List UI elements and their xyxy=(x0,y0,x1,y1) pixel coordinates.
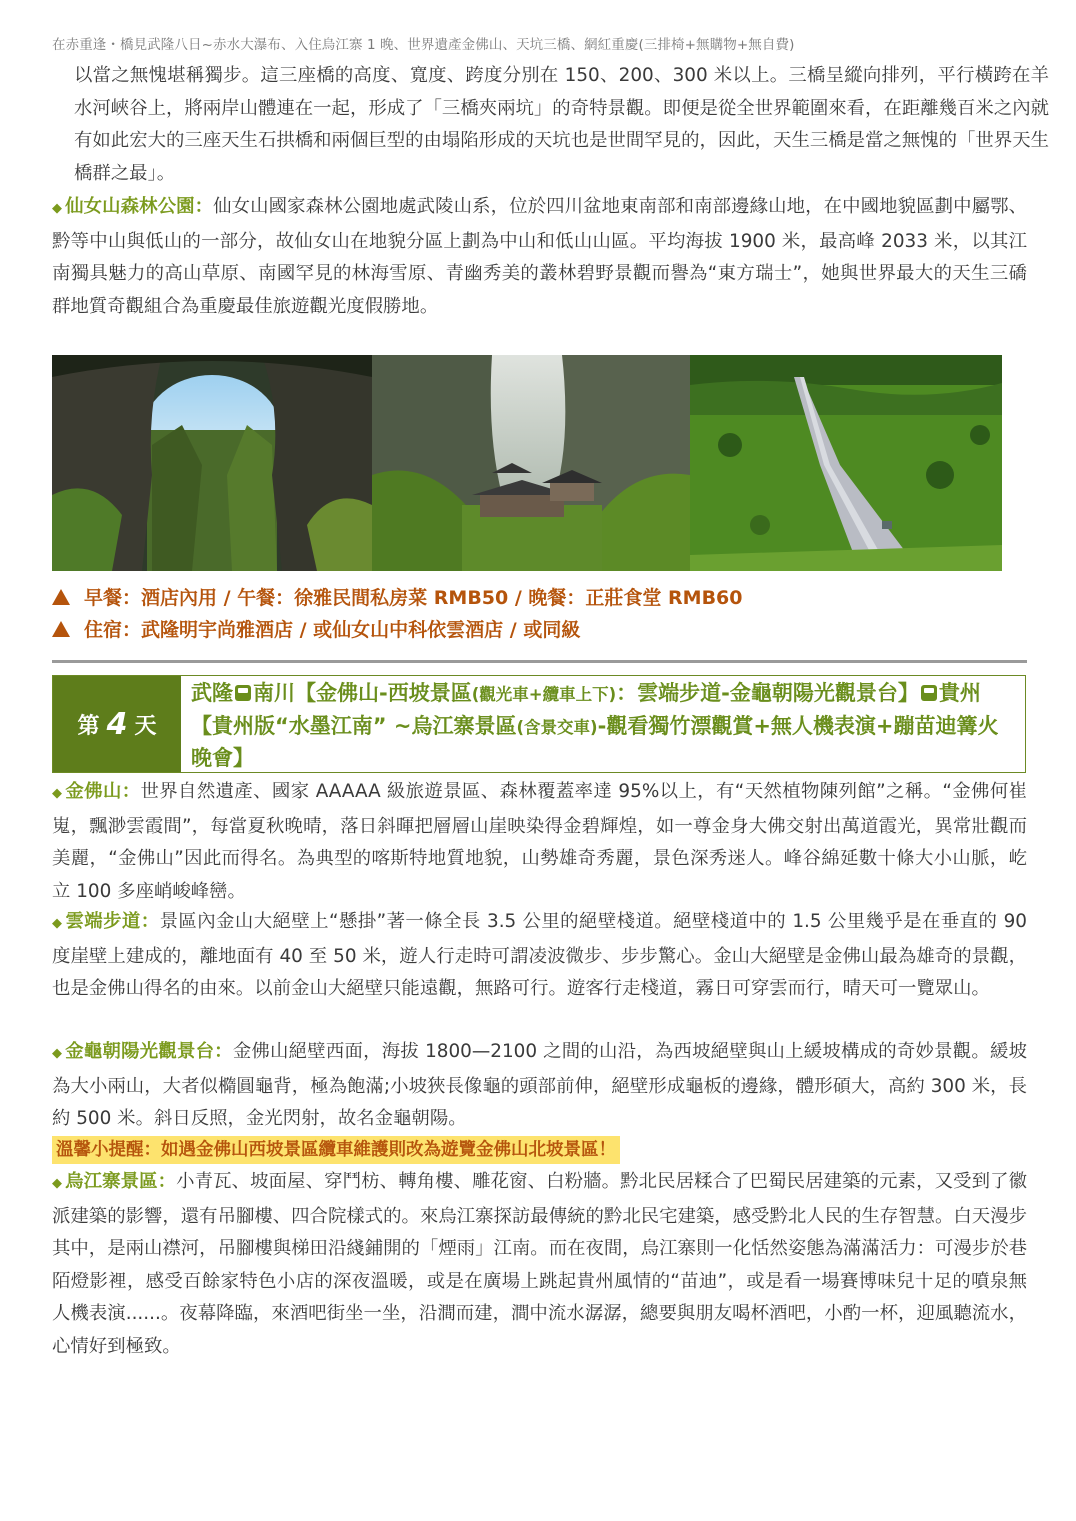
day-number-badge xyxy=(53,676,181,772)
bullet-icon: ◆ xyxy=(52,1176,63,1191)
wujiangzhai-label: 烏江寨景區： xyxy=(65,1171,177,1192)
day-title-part: ：雲端步道-金龜朝陽光觀景台】 xyxy=(616,681,919,705)
page-header: 在赤重逢・橋見武隆八日~赤水大瀑布、入住烏江寨 1 晚、世界遺產金佛山、天坑三橋、網紅重慶(三排椅+無購物+無自費) xyxy=(52,37,795,53)
photo-grassland-road xyxy=(690,355,1002,571)
yunduan-paragraph xyxy=(52,906,1027,1006)
xiannushan-text: 仙女山國家森林公園地處武陵山系，位於四川盆地東南部和南部邊緣山地，在中國地貌區劃中屬鄂、黔等中山與低山的一部分，故仙女山在地貌分區上劃為中山和低山山區。平均海拔 1900 米，最高峰 2033 米，以其江南獨具魅力的高山草原、南國罕見的林海雪原、青幽秀美的叢林碧野景觀而譽為“東方瑞士”，她與世界最大的天生三礄群地質奇觀組合為重慶最佳旅遊觀光度假勝地。 xyxy=(52,196,1027,317)
meals-info xyxy=(52,583,743,610)
bus-icon xyxy=(235,685,251,701)
day-prefix: 第 xyxy=(77,713,100,739)
meals-text: 早餐：酒店內用 / 午餐：徐雅民間私房菜 RMB50 / 晚餐：正莊食堂 RMB60 xyxy=(84,587,743,609)
photo-strip xyxy=(52,355,1002,571)
bullet-icon: ◆ xyxy=(52,916,63,931)
section-divider xyxy=(52,660,1027,663)
reminder-note: 溫馨小提醒：如遇金佛山西坡景區纜車維護則改為遊覽金佛山北坡景區！ xyxy=(52,1136,620,1164)
day-suffix: 天 xyxy=(134,713,157,739)
jinfoshan-paragraph xyxy=(52,776,1027,908)
jingui-label: 金龜朝陽光觀景台： xyxy=(65,1041,233,1062)
photo-natural-bridge xyxy=(52,355,372,571)
day-title-part: 貴州【貴州版“水墨江南” ~烏江寨景區 xyxy=(191,681,981,738)
lodging-text: 住宿：武隆明宇尚雅酒店 / 或仙女山中科依雲酒店 / 或同級 xyxy=(84,619,581,641)
jingui-text: 金佛山絕壁西面，海拔 1800—2100 之間的山沿，為西坡絕壁與山上緩坡構成的奇妙景觀。緩坡為大小兩山，大者似橢圓龜背，極為飽滿;小坡狹長像龜的頭部前伸，絕壁形成龜板的邊緣，體形碩大，高約 300 米，長約 500 米。斜日反照，金光閃射，故名金龜朝陽。 xyxy=(52,1041,1027,1130)
jingui-paragraph xyxy=(52,1036,1027,1136)
wujiangzhai-paragraph xyxy=(52,1166,1027,1364)
triangle-icon xyxy=(52,589,70,605)
photo-canyon-buildings xyxy=(372,355,690,571)
lodging-info xyxy=(52,615,580,642)
day-title xyxy=(181,676,1025,772)
xiannushan-label: 仙女山森林公園： xyxy=(65,196,214,217)
day-title-part: -觀看獨竹漂觀賞+無人機表演+蹦苗迪篝火晚會】 xyxy=(191,713,999,770)
day-title-part: 武隆 xyxy=(191,681,233,705)
day-number: 4 xyxy=(106,706,128,742)
bullet-icon: ◆ xyxy=(52,201,63,216)
xiannushan-paragraph xyxy=(52,191,1027,323)
yunduan-text: 景區內金山大絕壁上“懸掛”著一條全長 3.5 公里的絕壁棧道。絕壁棧道中的 1.5 公里幾乎是在垂直的 90 度崖壁上建成的，離地面有 40 至 50 米，遊人行走時可謂凌波微步、步步驚心。金山大絕壁是金佛山最為雄奇的景觀，也是金佛山得名的由來。以前金山大絕壁只能遠觀，無路可行。遊客行走棧道，霧日可穿雲而行，晴天可一覽眾山。 xyxy=(52,911,1027,1000)
bus-icon xyxy=(921,685,937,701)
yunduan-label: 雲端步道： xyxy=(65,911,160,932)
intro-paragraph: 以當之無愧堪稱獨步。這三座橋的高度、寬度、跨度分別在 150、200、300 米以上。三橋呈縱向排列，平行橫跨在羊水河峽谷上，將兩岸山體連在一起，形成了「三橋夾兩坑」的奇特景觀。即便是從全世界範圍來看，在距離幾百米之內就有如此宏大的三座天生石拱橋和兩個巨型的由塌陷形成的天坑也是世間罕見的，因此，天生三橋是當之無愧的「世界天生橋群之最」。 xyxy=(74,65,1049,184)
bullet-icon: ◆ xyxy=(52,1046,63,1061)
jinfoshan-text: 世界自然遺產、國家 AAAAA 級旅遊景區、森林覆蓋率達 95%以上，有“天然植物陳列館”之稱。“金佛何崔嵬，飄渺雲霞間”，每當夏秋晚晴，落日斜暉把層層山崖映染得金碧輝煌，如一尊金身大佛交射出萬道霞光，異常壯觀而美麗，“金佛山”因此而得名。為典型的喀斯特地質地貌，山勢雄奇秀麗，景色深秀迷人。峰谷綿延數十條大小山脈，屹立 100 多座峭峻峰巒。 xyxy=(52,781,1027,902)
day-header xyxy=(52,675,1026,773)
day-title-note: (觀光車+纜車上下) xyxy=(471,685,617,704)
bullet-icon: ◆ xyxy=(52,786,63,801)
wujiangzhai-text: 小青瓦、坡面屋、穿鬥枋、轉角樓、雕花窗、白粉牆。黔北民居糅合了巴蜀民居建築的元素，又受到了徽派建築的影響，還有吊腳樓、四合院樣式的。來烏江寨探訪最傳統的黔北民宅建築，感受黔北人民的生存智慧。白天漫步其中，是兩山襟河，吊腳樓與梯田沿綫鋪開的「煙雨」江南。而在夜間，烏江寨則一化恬然姿態為滿滿活力：可漫步於巷陌燈影裡，感受百餘家特色小店的深夜溫暖，或是在廣場上跳起貴州風情的“苗迪”，或是看一場賽博味兒十足的噴泉無人機表演......。夜幕降臨，來酒吧街坐一坐，沿澗而建，澗中流水潺潺，總要與朋友喝杯酒吧，小酌一杯，迎風聽流水，心情好到極致。 xyxy=(52,1171,1027,1357)
jinfoshan-label: 金佛山： xyxy=(65,781,141,802)
triangle-icon xyxy=(52,621,70,637)
day-title-note: (含景交車) xyxy=(516,717,598,737)
day-title-part: 南川【金佛山-西坡景區 xyxy=(253,681,472,705)
